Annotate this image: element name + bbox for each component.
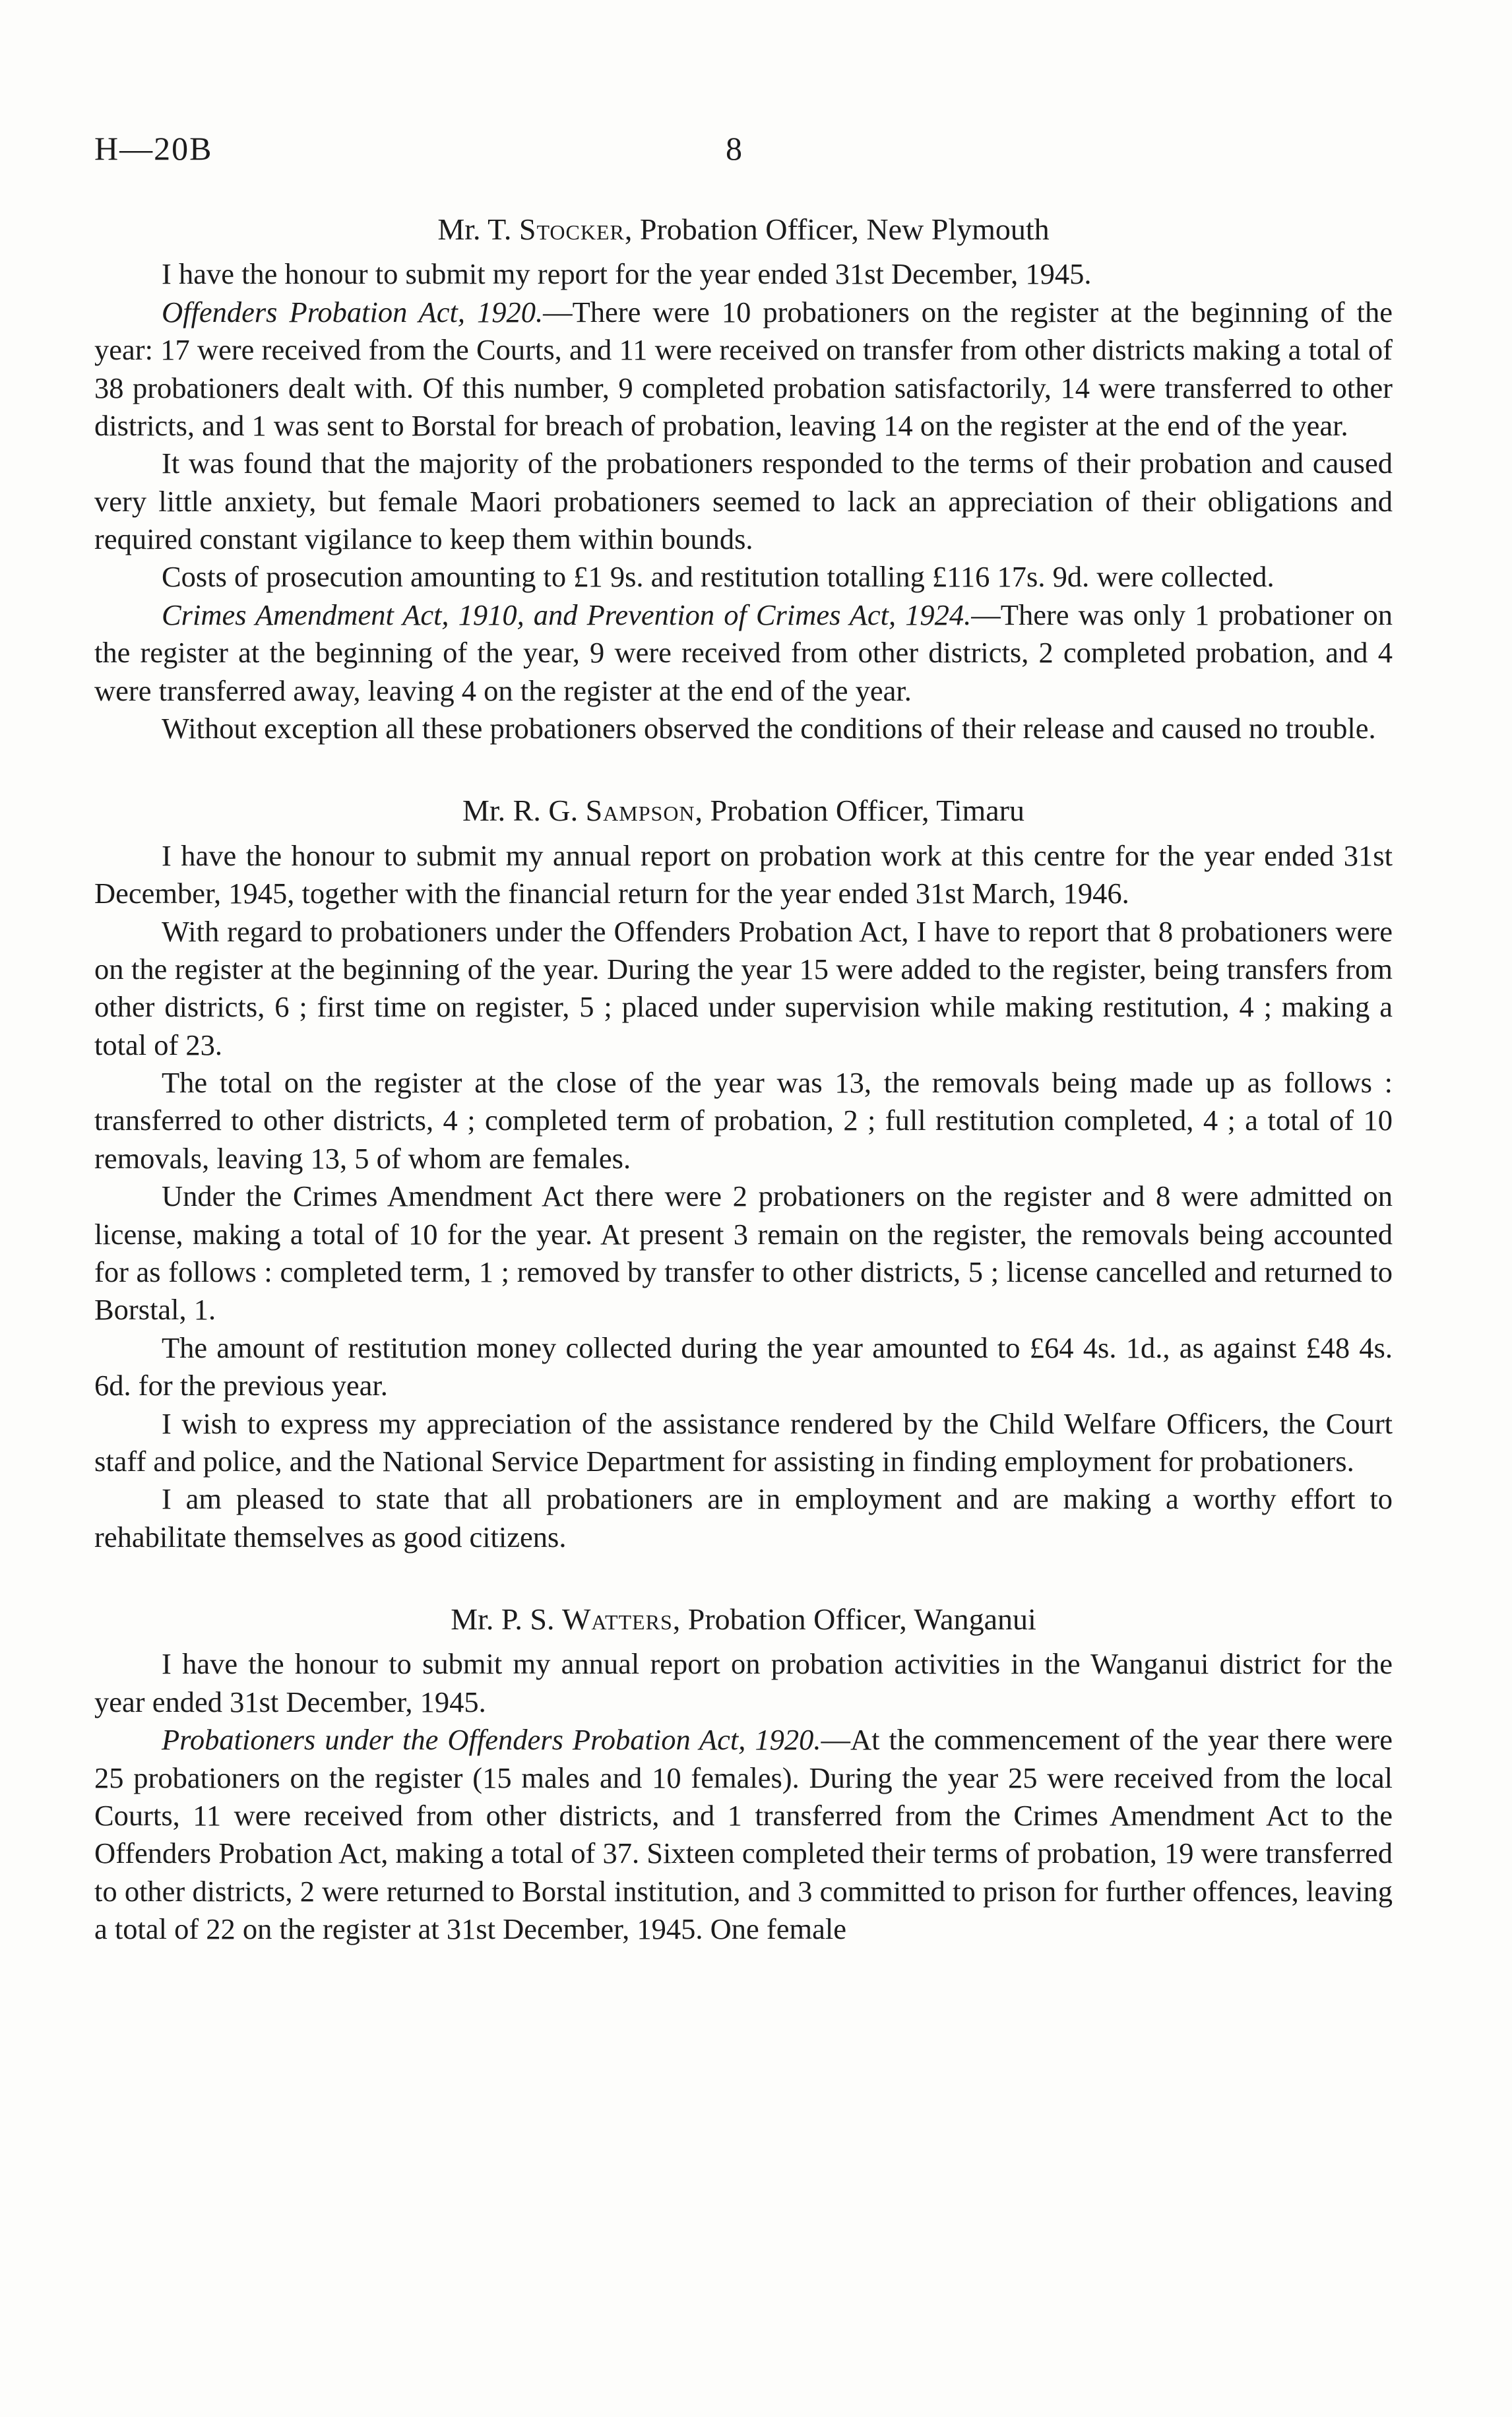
officer-surname: Watters	[561, 1602, 673, 1637]
report-body	[94, 210, 1393, 1949]
section-heading: Mr. R. G. Sampson, Probation Officer, Timaru	[462, 794, 1024, 828]
paragraph: Without exception all these probationers observed the conditions of their release and caused no trouble.	[162, 712, 1376, 745]
report-section-timaru	[94, 791, 1393, 1556]
section-heading: Mr. P. S. Watters, Probation Officer, Wanganui	[451, 1602, 1036, 1637]
report-section-wanganui	[94, 1600, 1393, 1948]
paragraph: I have the honour to submit my annual report on probation work at this centre for the year ended 31st December, 1945, together with the financial return for the year ended 31st March, 1946.	[94, 838, 1393, 910]
paragraph: Crimes Amendment Act, 1910, and Prevention of Crimes Act, 1924.—There was only 1 probationer on the register at the beginning of the year, 9 were received from other districts, 2 completed probation, and 4 were transferred away, leaving 4 on the register at the end of the year.	[94, 598, 1393, 707]
run-in-heading: Offenders Probation Act, 1920.	[162, 295, 544, 329]
officer-surname: Sampson	[585, 794, 695, 828]
section-heading: Mr. T. Stocker, Probation Officer, New Plymouth	[437, 212, 1050, 246]
paragraph: Offenders Probation Act, 1920.—There were 10 probationers on the register at the beginning of the year: 17 were received from the Courts, and 11 were received on transfer from other districts making a total of 38 probationers dealt with. Of this number, 9 completed probation satisfactorily, 14 were transferred to other districts, and 1 was sent to Borstal for breach of probation, leaving 14 on the register at the end of the year.	[94, 295, 1393, 442]
paragraph: I wish to express my appreciation of the assistance rendered by the Child Welfare Officers, the Court staff and police, and the National Service Department for assisting in finding employment for probationers.	[94, 1406, 1393, 1478]
run-in-heading: Crimes Amendment Act, 1910, and Prevention of Crimes Act, 1924.	[162, 598, 972, 631]
paragraph: Costs of prosecution amounting to £1 9s. and restitution totalling £116 17s. 9d. were collected.	[162, 560, 1275, 594]
run-in-heading: Probationers under the Offenders Probation Act, 1920.	[162, 1723, 821, 1757]
document-code: H—20B	[94, 130, 213, 167]
paragraph: Under the Crimes Amendment Act there were 2 probationers on the register and 8 were admitted on license, making a total of 10 for the year. At present 3 remain on the register, the removals being accounted for as follows : completed term, 1 ; removed by transfer to other districts, 5 ; license cancelled and returned to Borstal, 1.	[94, 1179, 1393, 1327]
paragraph: I have the honour to submit my annual report on probation activities in the Wanganui district for the year ended 31st December, 1945.	[94, 1647, 1393, 1718]
page-number: 8	[726, 130, 742, 167]
paragraph: Probationers under the Offenders Probation Act, 1920.—At the commencement of the year there were 25 probationers on the register (15 males and 10 females). During the year 25 were received from the local Courts, 11 were received from other districts, and 1 transferred from the Crimes Amendment Act to the Offenders Probation Act, making a total of 37. Sixteen completed their terms of probation, 19 were transferred to other districts, 2 were returned to Borstal institution, and 3 committed to prison for further offences, leaving a total of 22 on the register at 31st December, 1945. One female	[94, 1723, 1393, 1946]
paragraph: I have the honour to submit my report for the year ended 31st December, 1945.	[162, 257, 1092, 291]
paragraph: I am pleased to state that all probationers are in employment and are making a worthy effort to rehabilitate themselves as good citizens.	[94, 1482, 1393, 1554]
report-section-new-plymouth	[94, 210, 1393, 747]
paragraph: The total on the register at the close of the year was 13, the removals being made up as follows : transferred to other districts, 4 ; completed term of probation, 2 ; full restitution completed, 4 ; a total of 10 removals, leaving 13, 5 of whom are females.	[94, 1066, 1393, 1175]
paragraph: It was found that the majority of the probationers responded to the terms of their probation and caused very little anxiety, but female Maori probationers seemed to lack an appreciation of their obligations and required constant vigilance to keep them within bounds.	[94, 447, 1393, 556]
paragraph: With regard to probationers under the Offenders Probation Act, I have to report that 8 probationers were on the register at the beginning of the year. During the year 15 were added to the register, being transfers from other districts, 6 ; first time on register, 5 ; placed under supervision while making restitution, 4 ; making a total of 23.	[94, 914, 1393, 1061]
paragraph: The amount of restitution money collected during the year amounted to £64 4s. 1d., as against £48 4s. 6d. for the previous year.	[94, 1331, 1393, 1402]
officer-surname: Stocker	[519, 212, 625, 246]
